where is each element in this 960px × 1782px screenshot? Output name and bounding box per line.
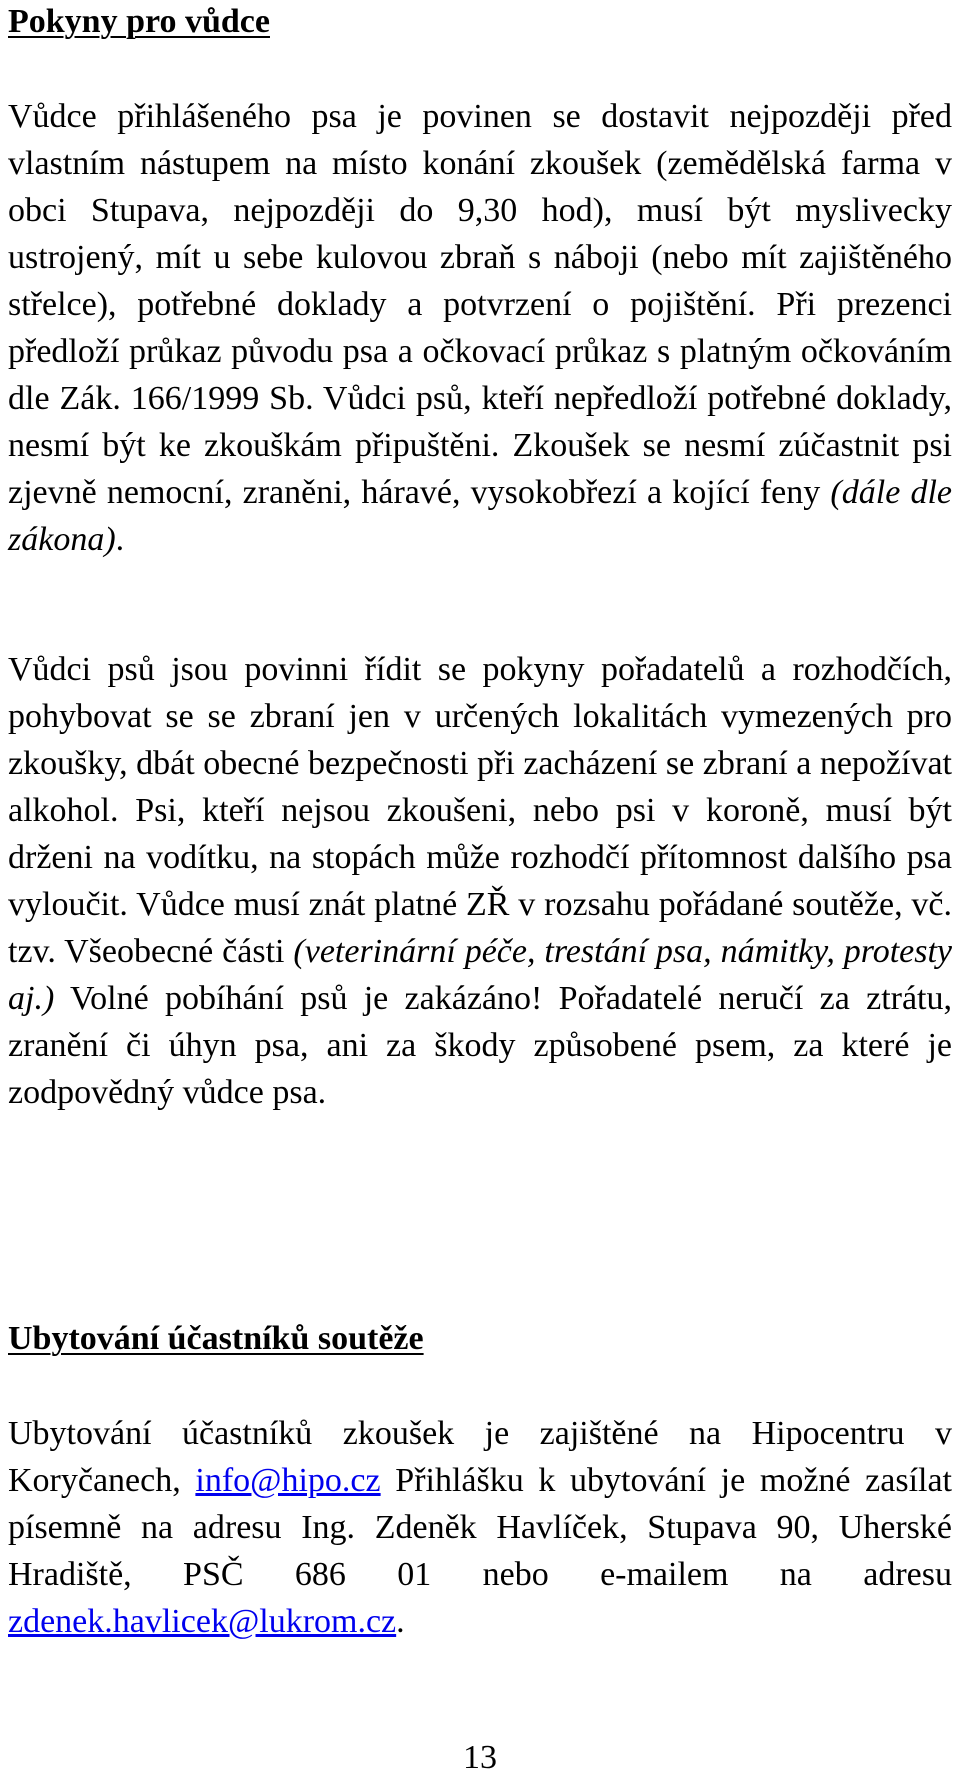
- heading-guidelines: Pokyny pro vůdce: [8, 3, 270, 40]
- paragraph-italic-note: (veterinární péče, trestání psa, námitky, protesty aj.): [8, 933, 953, 1017]
- paragraph-end: .: [115, 521, 125, 558]
- paragraph-text: Ubytování účastníků zkoušek je zajištěné na Hipocentru v Koryčanech,: [8, 1415, 952, 1499]
- document-page: [8, 0, 952, 1782]
- paragraph-guidelines-2: [8, 646, 952, 1116]
- paragraph-text: Vůdce přihlášeného psa je povinen se dostavit nejpozději před vlastním nástupem na místo konání zkoušek (zemědělská farma v obci Stupava, nejpozději do 9,30 hod), musí být myslivecky ustrojený, mít u sebe kulovou zbraň s náboji (nebo mít zajištěného střelce), potřebné doklady a potvrzení o pojištění. Při prezenci předloží průkaz původu psa a očkovací průkaz s platným očkováním dle Zák. 166/1999 Sb. Vůdci psů, kteří nepředloží potřebné doklady, nesmí být ke zkouškám připuštěni. Zkoušek se nesmí zúčastnit psi zjevně nemocní, zraněni, háravé, vysokobřezí a kojící feny: [8, 98, 952, 511]
- paragraph-end: .: [396, 1603, 405, 1640]
- paragraph-italic-note: (dále dle zákona): [8, 474, 952, 558]
- email-link-organizer[interactable]: zdenek.havlicek@lukrom.cz: [8, 1603, 397, 1640]
- paragraph-accommodation: [8, 1410, 952, 1645]
- paragraph-text-middle: Přihlášku k ubytování je možné zasílat písemně na adresu Ing. Zdeněk Havlíček, Stupava 90, Uherské Hradiště, PSČ 686 01 nebo e-mailem na adresu: [8, 1462, 952, 1593]
- paragraph-text: Vůdci psů jsou povinni řídit se pokyny pořadatelů a rozhodčích, pohybovat se se zbraní jen v určených lokalitách vymezených pro zkoušky, dbát obecné bezpečnosti při zacházení se zbraní a nepožívat alkohol. Psi, kteří nejsou zkoušeni, nebo psi v koroně, musí být drženi na vodítku, na stopách může rozhodčí přítomnost dalšího psa vyloučit. Vůdce musí znát platné ZŘ v rozsahu pořádané soutěže, vč. tzv. Všeobecné části: [8, 651, 952, 970]
- heading-accommodation: Ubytování účastníků soutěže: [8, 1320, 424, 1357]
- email-link-hipocentrum[interactable]: info@hipo.cz: [195, 1462, 381, 1499]
- page-number: 13: [463, 1739, 497, 1776]
- paragraph-end: Volné pobíhání psů je zakázáno! Pořadatelé neručí za ztrátu, zranění či úhyn psa, ani za škody způsobené psem, za které je zodpovědný vůdce psa.: [8, 980, 952, 1111]
- paragraph-guidelines-1: [8, 93, 952, 563]
